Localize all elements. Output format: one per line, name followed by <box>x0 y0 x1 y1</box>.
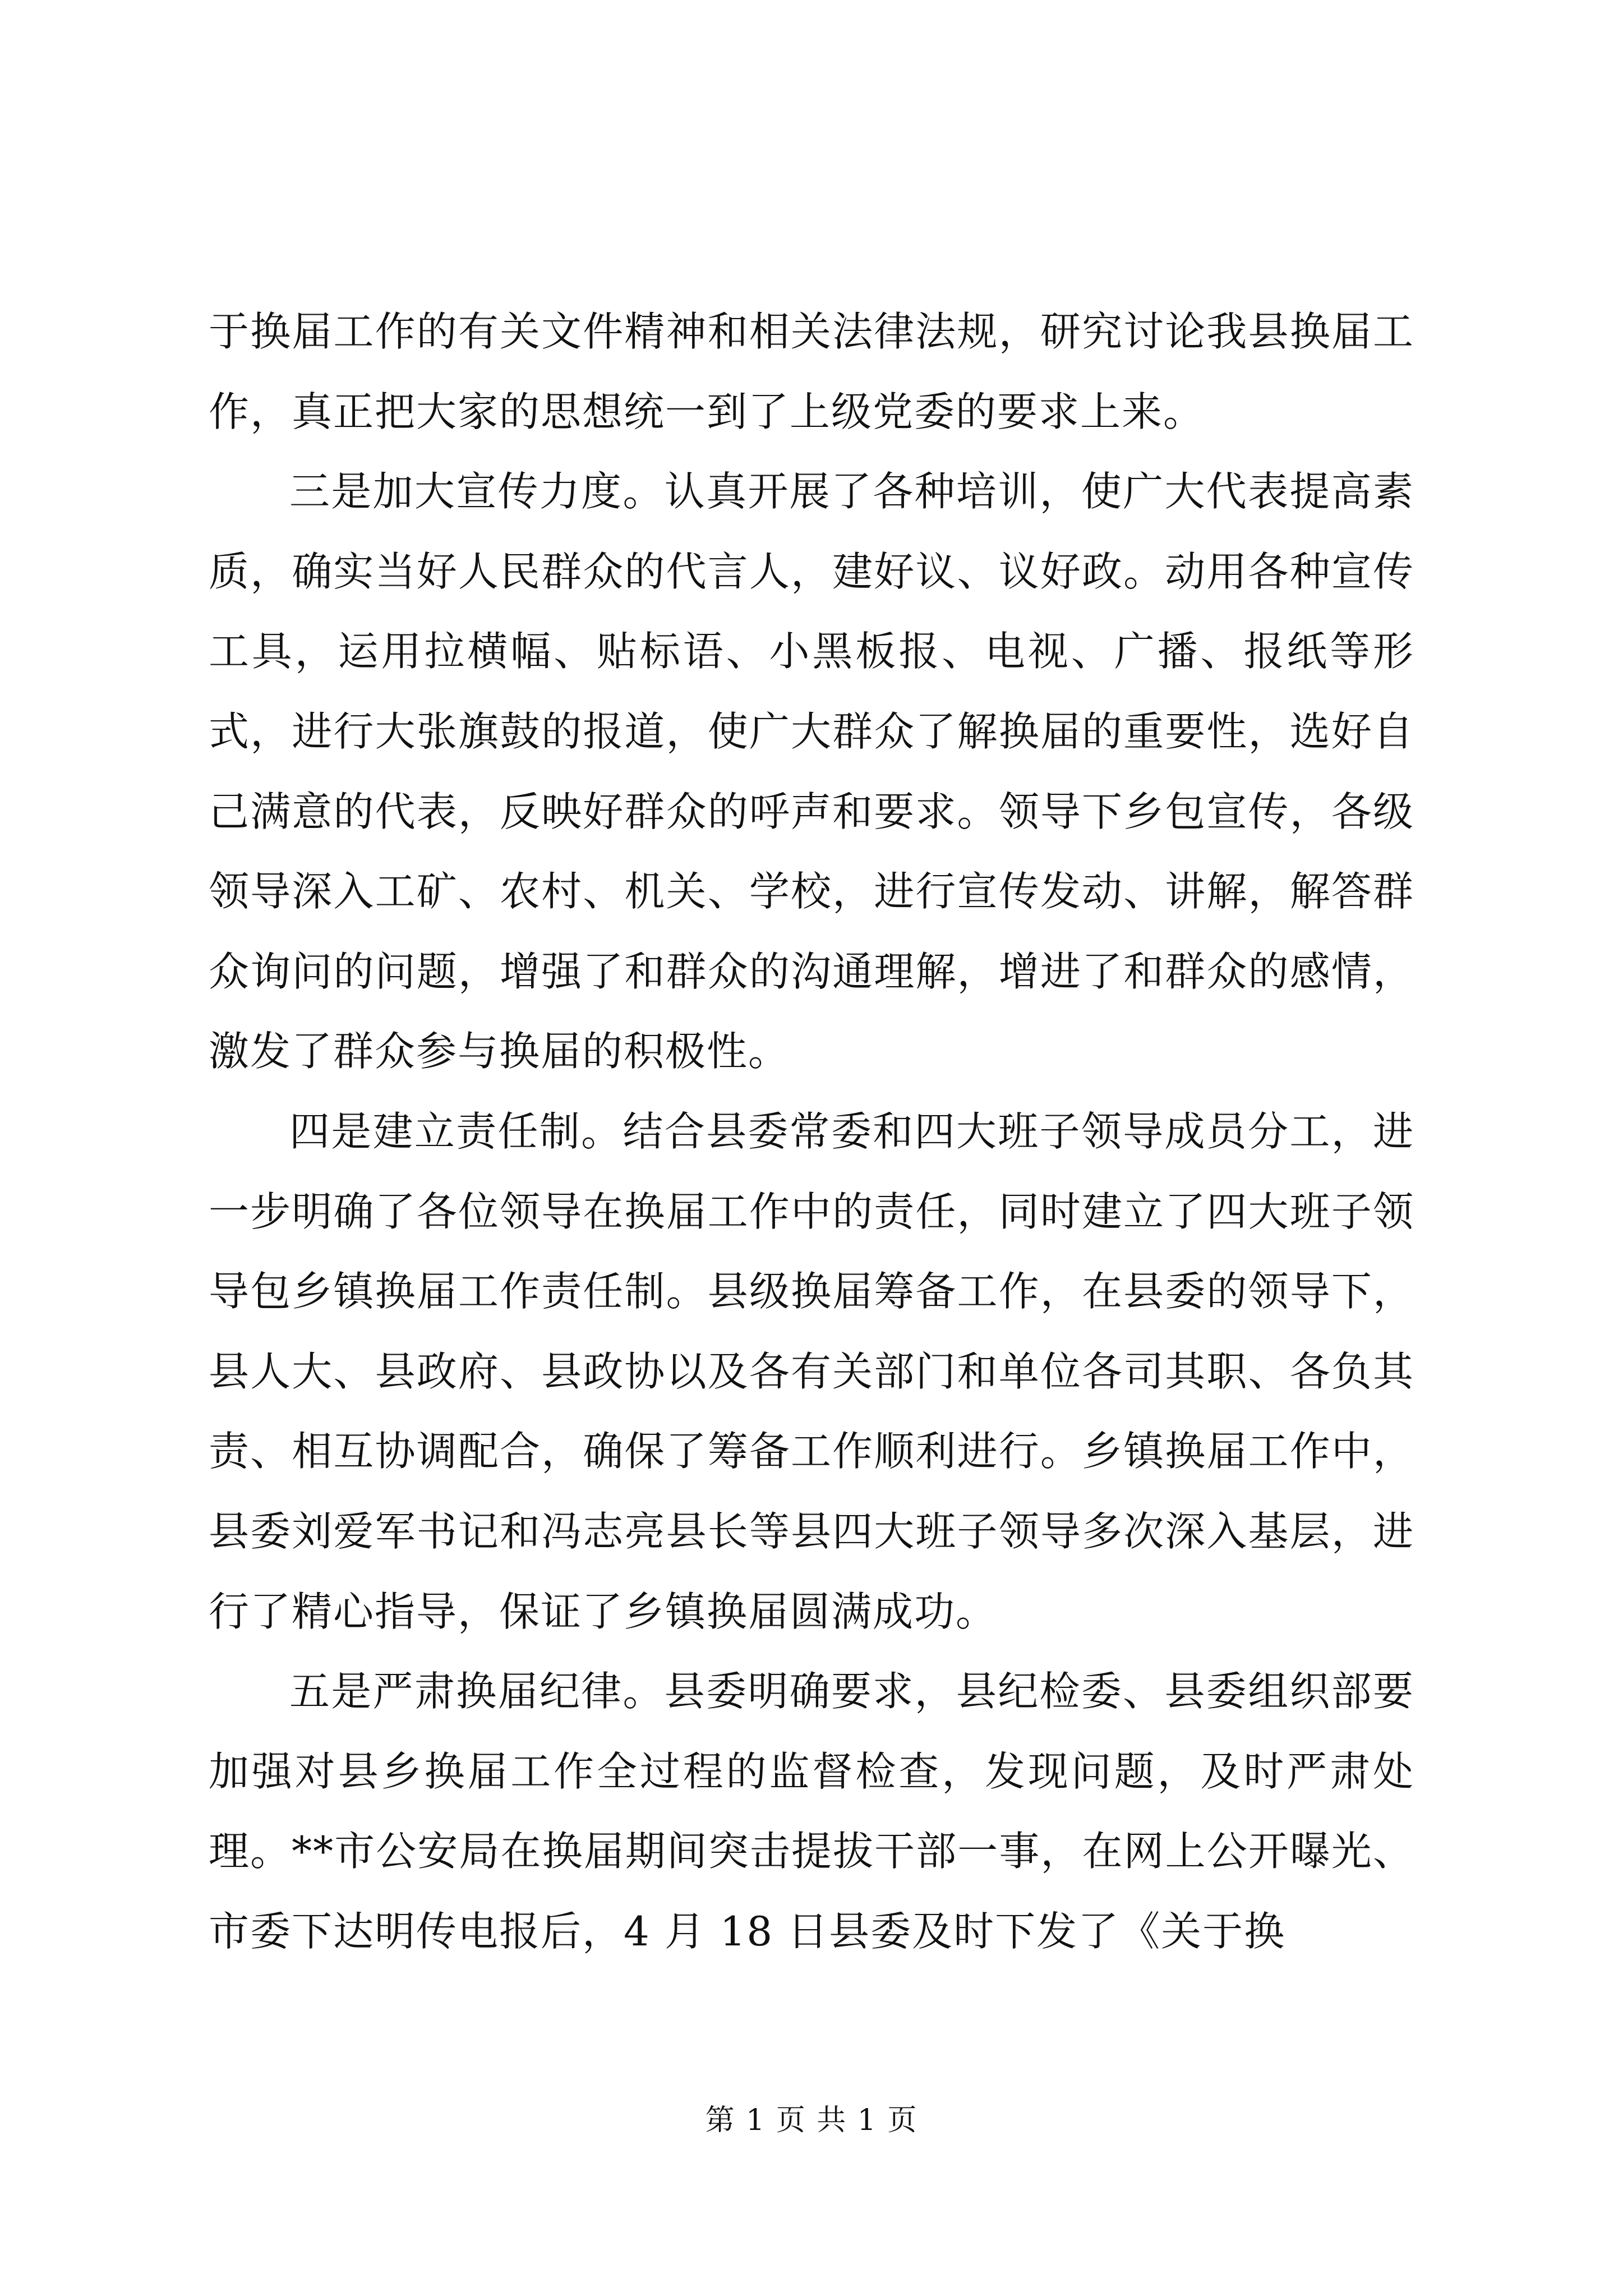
paragraph-4: 五是严肃换届纪律。县委明确要求，县纪检委、县委组织部要加强对县乡换届工作全过程的监督检查，发现问题，及时严肃处理。**市公安局在换届期间突击提拔干部一事，在网上公开曝光、市委下达明传电报后，4 月 18 日县委及时下发了《关于换 <box>209 1668 1414 1955</box>
document-body <box>209 292 1414 1971</box>
paragraph-2: 三是加大宣传力度。认真开展了各种培训，使广大代表提高素质，确实当好人民群众的代言人，建好议、议好政。动用各种宣传工具，运用拉横幅、贴标语、小黑板报、电视、广播、报纸等形式，进行大张旗鼓的报道，使广大群众了解换届的重要性，选好自己满意的代表，反映好群众的呼声和要求。领导下乡包宣传，各级领导深入工矿、农村、机关、学校，进行宣传发动、讲解，解答群众询问的问题，增强了和群众的沟通理解，增进了和群众的感情，激发了群众参与换届的积极性。 <box>209 468 1414 1075</box>
paragraph-3: 四是建立责任制。结合县委常委和四大班子领导成员分工，进一步明确了各位领导在换届工作中的责任，同时建立了四大班子领导包乡镇换届工作责任制。县级换届筹备工作，在县委的领导下，县人大、县政府、县政协以及各有关部门和单位各司其职、各负其责、相互协调配合，确保了筹备工作顺利进行。乡镇换届工作中，县委刘爱军书记和冯志亮县长等县四大班子领导多次深入基层，进行了精心指导，保证了乡镇换届圆满成功。 <box>209 1107 1414 1635</box>
page-number-footer: 第 1 页 共 1 页 <box>705 2104 918 2137</box>
paragraph-1: 于换届工作的有关文件精神和相关法律法规，研究讨论我县换届工作，真正把大家的思想统一到了上级党委的要求上来。 <box>209 308 1414 435</box>
